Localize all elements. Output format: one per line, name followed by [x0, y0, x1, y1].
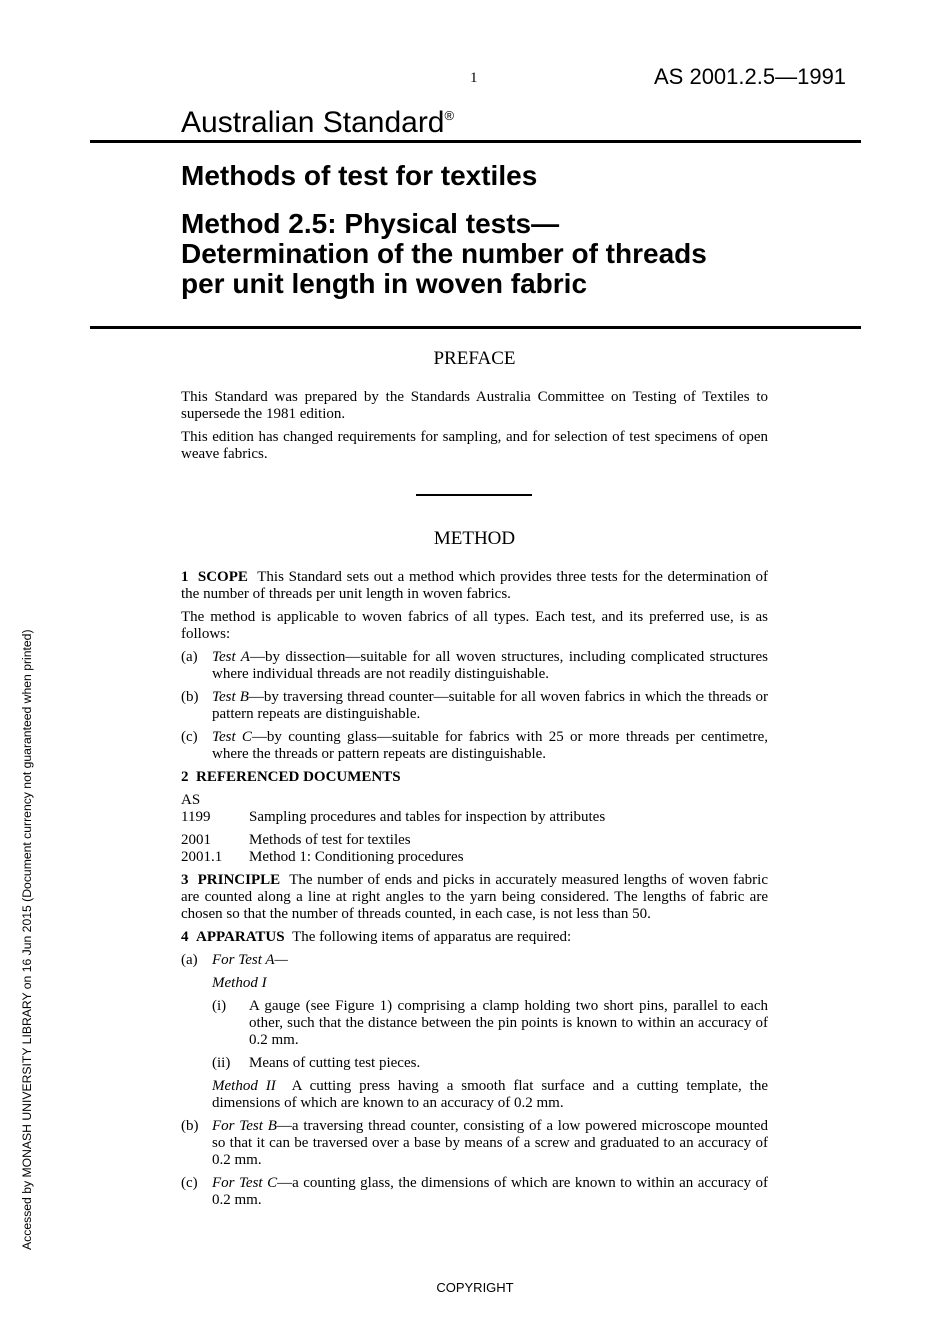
item-text: A gauge (see Figure 1) comprising a clamp holding two short pins, parallel to each other, such that the distance between the pin points is known to within an accuracy of 0.2 mm. — [249, 998, 768, 1048]
document-series-title: Methods of test for textiles — [181, 160, 538, 191]
clause-title: REFERENCED DOCUMENTS — [196, 769, 401, 785]
brand-text: Australian Standard — [181, 106, 445, 139]
page-number: 1 — [470, 70, 478, 86]
title-line: per unit length in woven fabric — [181, 268, 588, 299]
reference-row — [181, 849, 768, 866]
list-item — [181, 729, 768, 763]
test-name: For Test C — [212, 1175, 278, 1191]
title-line: Determination of the number of threads — [181, 238, 707, 269]
reference-title: Methods of test for textiles — [249, 832, 411, 848]
method-body — [181, 569, 768, 1215]
section-divider — [416, 494, 532, 496]
clause-number: 1 — [181, 569, 189, 585]
method-heading: METHOD — [433, 528, 516, 549]
test-name: For Test B — [212, 1118, 277, 1134]
method-subheading — [181, 975, 768, 992]
item-label: (a) — [181, 952, 198, 968]
title-line: Method 2.5: Physical tests— — [181, 208, 560, 239]
clause-number: 2 — [181, 769, 189, 785]
reference-code: 1199 — [181, 809, 211, 825]
item-label: (ii) — [212, 1055, 231, 1071]
test-description: —by dissection—suitable for all woven structures, including complicated structures where individual threads are not readily distinguishable. — [212, 649, 768, 682]
clause-title: SCOPE — [197, 569, 248, 585]
method-label: Method II — [212, 1078, 276, 1094]
access-note: Accessed by MONASH UNIVERSITY LIBRARY on 16 Jun 2015 (Document currency not guaranteed when printed) — [20, 629, 34, 1250]
item-label: (c) — [181, 729, 198, 745]
test-description: —by counting glass—suitable for fabrics with 25 or more threads per centimetre, where the threads or pattern repeats are distinguishable. — [212, 729, 768, 762]
list-item — [181, 952, 768, 969]
sub-list-item — [181, 1055, 768, 1072]
item-label: (a) — [181, 649, 198, 665]
reference-title: Method 1: Conditioning procedures — [249, 849, 464, 865]
top-divider — [90, 140, 861, 143]
method-text: A cutting press having a smooth flat surface and a cutting template, the dimensions of which are known to an accuracy of 0.2 mm. — [212, 1078, 768, 1111]
document-id: AS 2001.2.5—1991 — [654, 64, 847, 89]
item-label: (b) — [181, 1118, 199, 1134]
list-item — [181, 1118, 768, 1169]
preface-paragraph: This Standard was prepared by the Standards Australia Committee on Testing of Textiles to supersede the 1981 edition. — [181, 389, 768, 422]
preface-paragraph: This edition has changed requirements for sampling, and for selection of test specimens of open weave fabrics. — [181, 429, 768, 462]
principle-paragraph — [181, 872, 768, 923]
sub-list-item — [181, 998, 768, 1049]
item-text: Means of cutting test pieces. — [249, 1055, 421, 1071]
clause-number: 3 — [181, 872, 189, 888]
reference-code: 2001 — [181, 832, 211, 848]
scope-paragraph-2: The method is applicable to woven fabrics of all types. Each test, and its preferred use, is as follows: — [181, 609, 768, 642]
item-text — [212, 1118, 768, 1169]
item-label: (c) — [181, 1175, 198, 1191]
reference-code: 2001.1 — [181, 849, 223, 865]
method-paragraph — [181, 1078, 768, 1112]
clause-text: The following items of apparatus are required: — [292, 929, 572, 945]
apparatus-paragraph — [181, 929, 768, 946]
preface-body — [181, 389, 768, 469]
test-description: —a counting glass, the dimensions of which are known to within an accuracy of 0.2 mm. — [212, 1175, 768, 1208]
list-item — [181, 689, 768, 723]
test-name: Test C — [212, 729, 252, 745]
test-name: Test B — [212, 689, 249, 705]
test-name: Test A — [212, 649, 250, 665]
standard-brand — [181, 106, 454, 140]
ref-prefix: AS — [181, 792, 201, 808]
item-label: (i) — [212, 998, 227, 1014]
copyright-notice: COPYRIGHT — [436, 1280, 514, 1295]
test-description: —by traversing thread counter—suitable for all woven fabrics in which the threads or pattern repeats are distinguishable. — [212, 689, 768, 722]
preface-heading: PREFACE — [433, 348, 516, 369]
reference-row — [181, 832, 768, 849]
clause-title: APPARATUS — [196, 929, 285, 945]
reference-title: Sampling procedures and tables for inspection by attributes — [249, 809, 606, 825]
test-description: —a traversing thread counter, consisting of a low powered microscope mounted so that it can be traversed over a base by means of a screw and graduated to an accuracy of 0.2 mm. — [212, 1118, 768, 1168]
clause-text: This Standard sets out a method which provides three tests for the determination of the number of threads per unit length in woven fabrics. — [181, 569, 769, 602]
registered-mark: ® — [444, 108, 455, 123]
document-title — [181, 209, 861, 299]
clause-title: PRINCIPLE — [197, 872, 281, 888]
reference-row — [181, 809, 768, 826]
method-label: Method I — [212, 975, 267, 991]
list-item — [181, 1175, 768, 1209]
referenced-documents-heading — [181, 769, 768, 786]
item-text — [212, 1175, 768, 1209]
item-label: (b) — [181, 689, 199, 705]
clause-text: The number of ends and picks in accurately measured lengths of woven fabric are counted along a line at right angles to the yarn being considered. The lengths of fabric are chosen so that the number of threads counted, in each case, is not less than 50. — [181, 872, 769, 922]
item-text — [212, 689, 768, 723]
item-text — [212, 649, 768, 683]
list-item — [181, 649, 768, 683]
title-divider — [90, 326, 861, 329]
clause-number: 4 — [181, 929, 189, 945]
scope-paragraph — [181, 569, 768, 603]
test-name: For Test A— — [212, 952, 288, 968]
item-text — [212, 729, 768, 763]
item-text — [212, 952, 768, 969]
